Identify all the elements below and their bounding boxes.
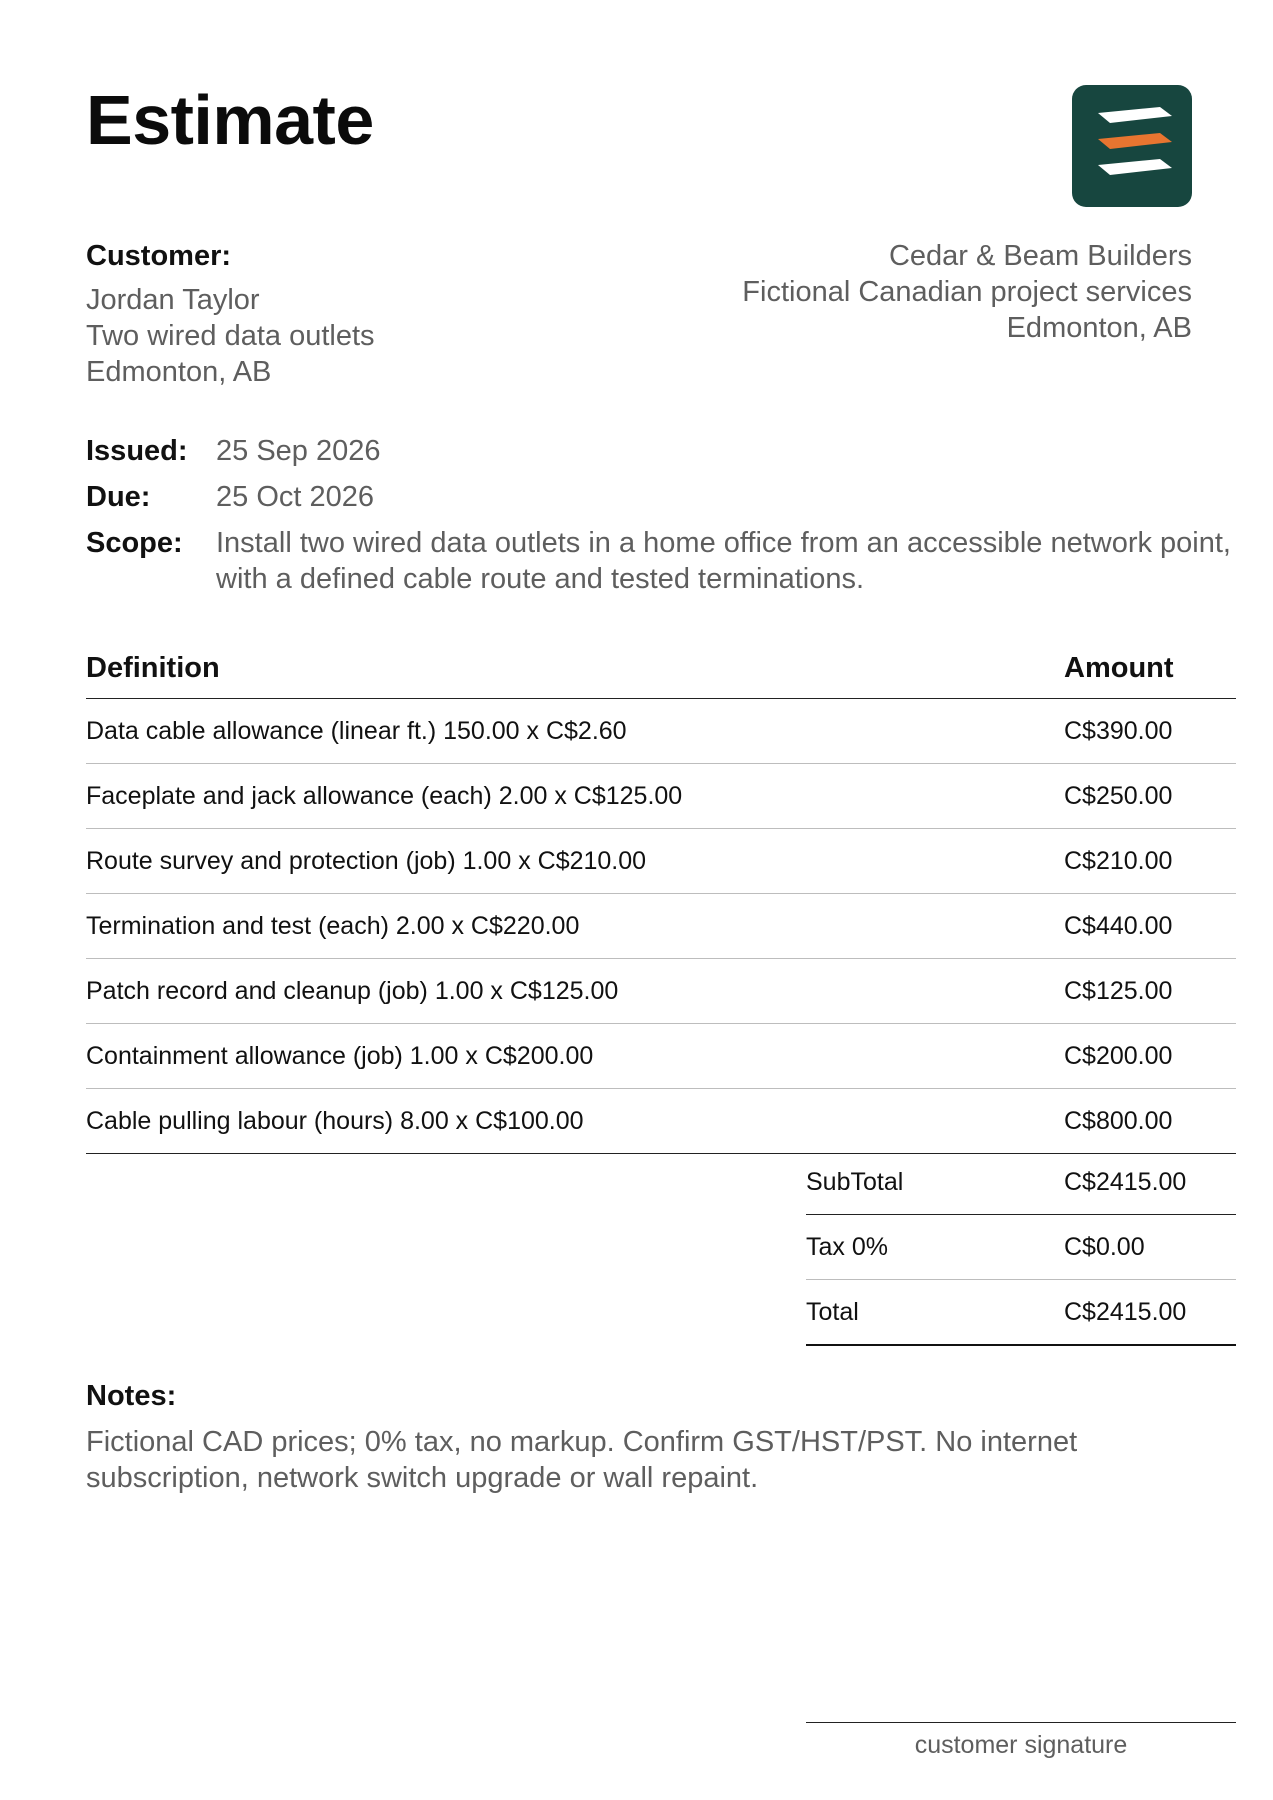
row-definition: Faceplate and jack allowance (each) 2.00 x C$125.00 — [86, 781, 683, 810]
company-block — [742, 238, 1192, 346]
customer-project: Two wired data outlets — [86, 320, 375, 352]
table-row — [86, 894, 1236, 959]
total-label: Total — [806, 1297, 859, 1326]
issued-label: Issued: — [86, 435, 188, 467]
company-location: Edmonton, AB — [1006, 312, 1192, 344]
line-items-table — [86, 652, 1236, 1154]
tax-label: Tax 0% — [806, 1232, 888, 1261]
row-definition: Cable pulling labour (hours) 8.00 x C$100.00 — [86, 1106, 584, 1135]
table-row — [86, 764, 1236, 829]
issued-value: 25 Sep 2026 — [216, 435, 381, 467]
table-row — [86, 1024, 1236, 1089]
table-row — [86, 829, 1236, 894]
customer-location: Edmonton, AB — [86, 356, 272, 388]
definition-header: Definition — [86, 652, 220, 684]
row-definition: Data cable allowance (linear ft.) 150.00 x C$2.60 — [86, 716, 627, 745]
signature-label: customer signature — [914, 1731, 1128, 1759]
company-name: Cedar & Beam Builders — [888, 240, 1192, 272]
row-definition: Termination and test (each) 2.00 x C$220.00 — [86, 911, 580, 940]
tax-row — [806, 1215, 1236, 1280]
tax-value: C$0.00 — [1064, 1232, 1145, 1261]
estimate-meta — [86, 433, 1246, 607]
notes-text: Fictional CAD prices; 0% tax, no markup. Confirm GST/HST/PST. No internet subscription, network switch upgrade or wall repaint. — [86, 1426, 1078, 1494]
row-amount: C$200.00 — [1064, 1041, 1173, 1070]
scope-row — [86, 525, 1246, 597]
due-row — [86, 479, 1246, 515]
table-row — [86, 1089, 1236, 1154]
due-value: 25 Oct 2026 — [216, 481, 374, 513]
total-value: C$2415.00 — [1064, 1297, 1187, 1326]
subtotal-label: SubTotal — [806, 1167, 904, 1196]
subtotal-value: C$2415.00 — [1064, 1167, 1187, 1196]
row-amount: C$125.00 — [1064, 976, 1173, 1005]
company-logo-icon — [1072, 85, 1192, 207]
row-definition: Patch record and cleanup (job) 1.00 x C$125.00 — [86, 976, 619, 1005]
row-amount: C$210.00 — [1064, 846, 1173, 875]
scope-value: Install two wired data outlets in a home office from an accessible network point, with a defined cable route and tested terminations. — [216, 527, 1231, 595]
total-row — [806, 1280, 1236, 1346]
notes-label: Notes: — [86, 1380, 177, 1412]
customer-block — [86, 238, 375, 390]
scope-label: Scope: — [86, 527, 183, 559]
totals-block — [806, 1150, 1236, 1346]
row-amount: C$250.00 — [1064, 781, 1173, 810]
customer-name: Jordan Taylor — [86, 284, 260, 316]
row-definition: Containment allowance (job) 1.00 x C$200.00 — [86, 1041, 594, 1070]
row-amount: C$800.00 — [1064, 1106, 1173, 1135]
table-header — [86, 652, 1236, 699]
document-title: Estimate — [86, 81, 374, 159]
amount-header: Amount — [1064, 652, 1174, 684]
due-label: Due: — [86, 481, 151, 513]
row-definition: Route survey and protection (job) 1.00 x C$210.00 — [86, 846, 647, 875]
table-row — [86, 699, 1236, 764]
notes-block — [86, 1378, 1206, 1496]
issued-row — [86, 433, 1246, 469]
row-amount: C$390.00 — [1064, 716, 1173, 745]
table-row — [86, 959, 1236, 1024]
subtotal-row — [806, 1150, 1236, 1215]
customer-label: Customer: — [86, 240, 232, 272]
row-amount: C$440.00 — [1064, 911, 1173, 940]
company-tagline: Fictional Canadian project services — [742, 276, 1192, 308]
signature-line — [806, 1722, 1236, 1760]
